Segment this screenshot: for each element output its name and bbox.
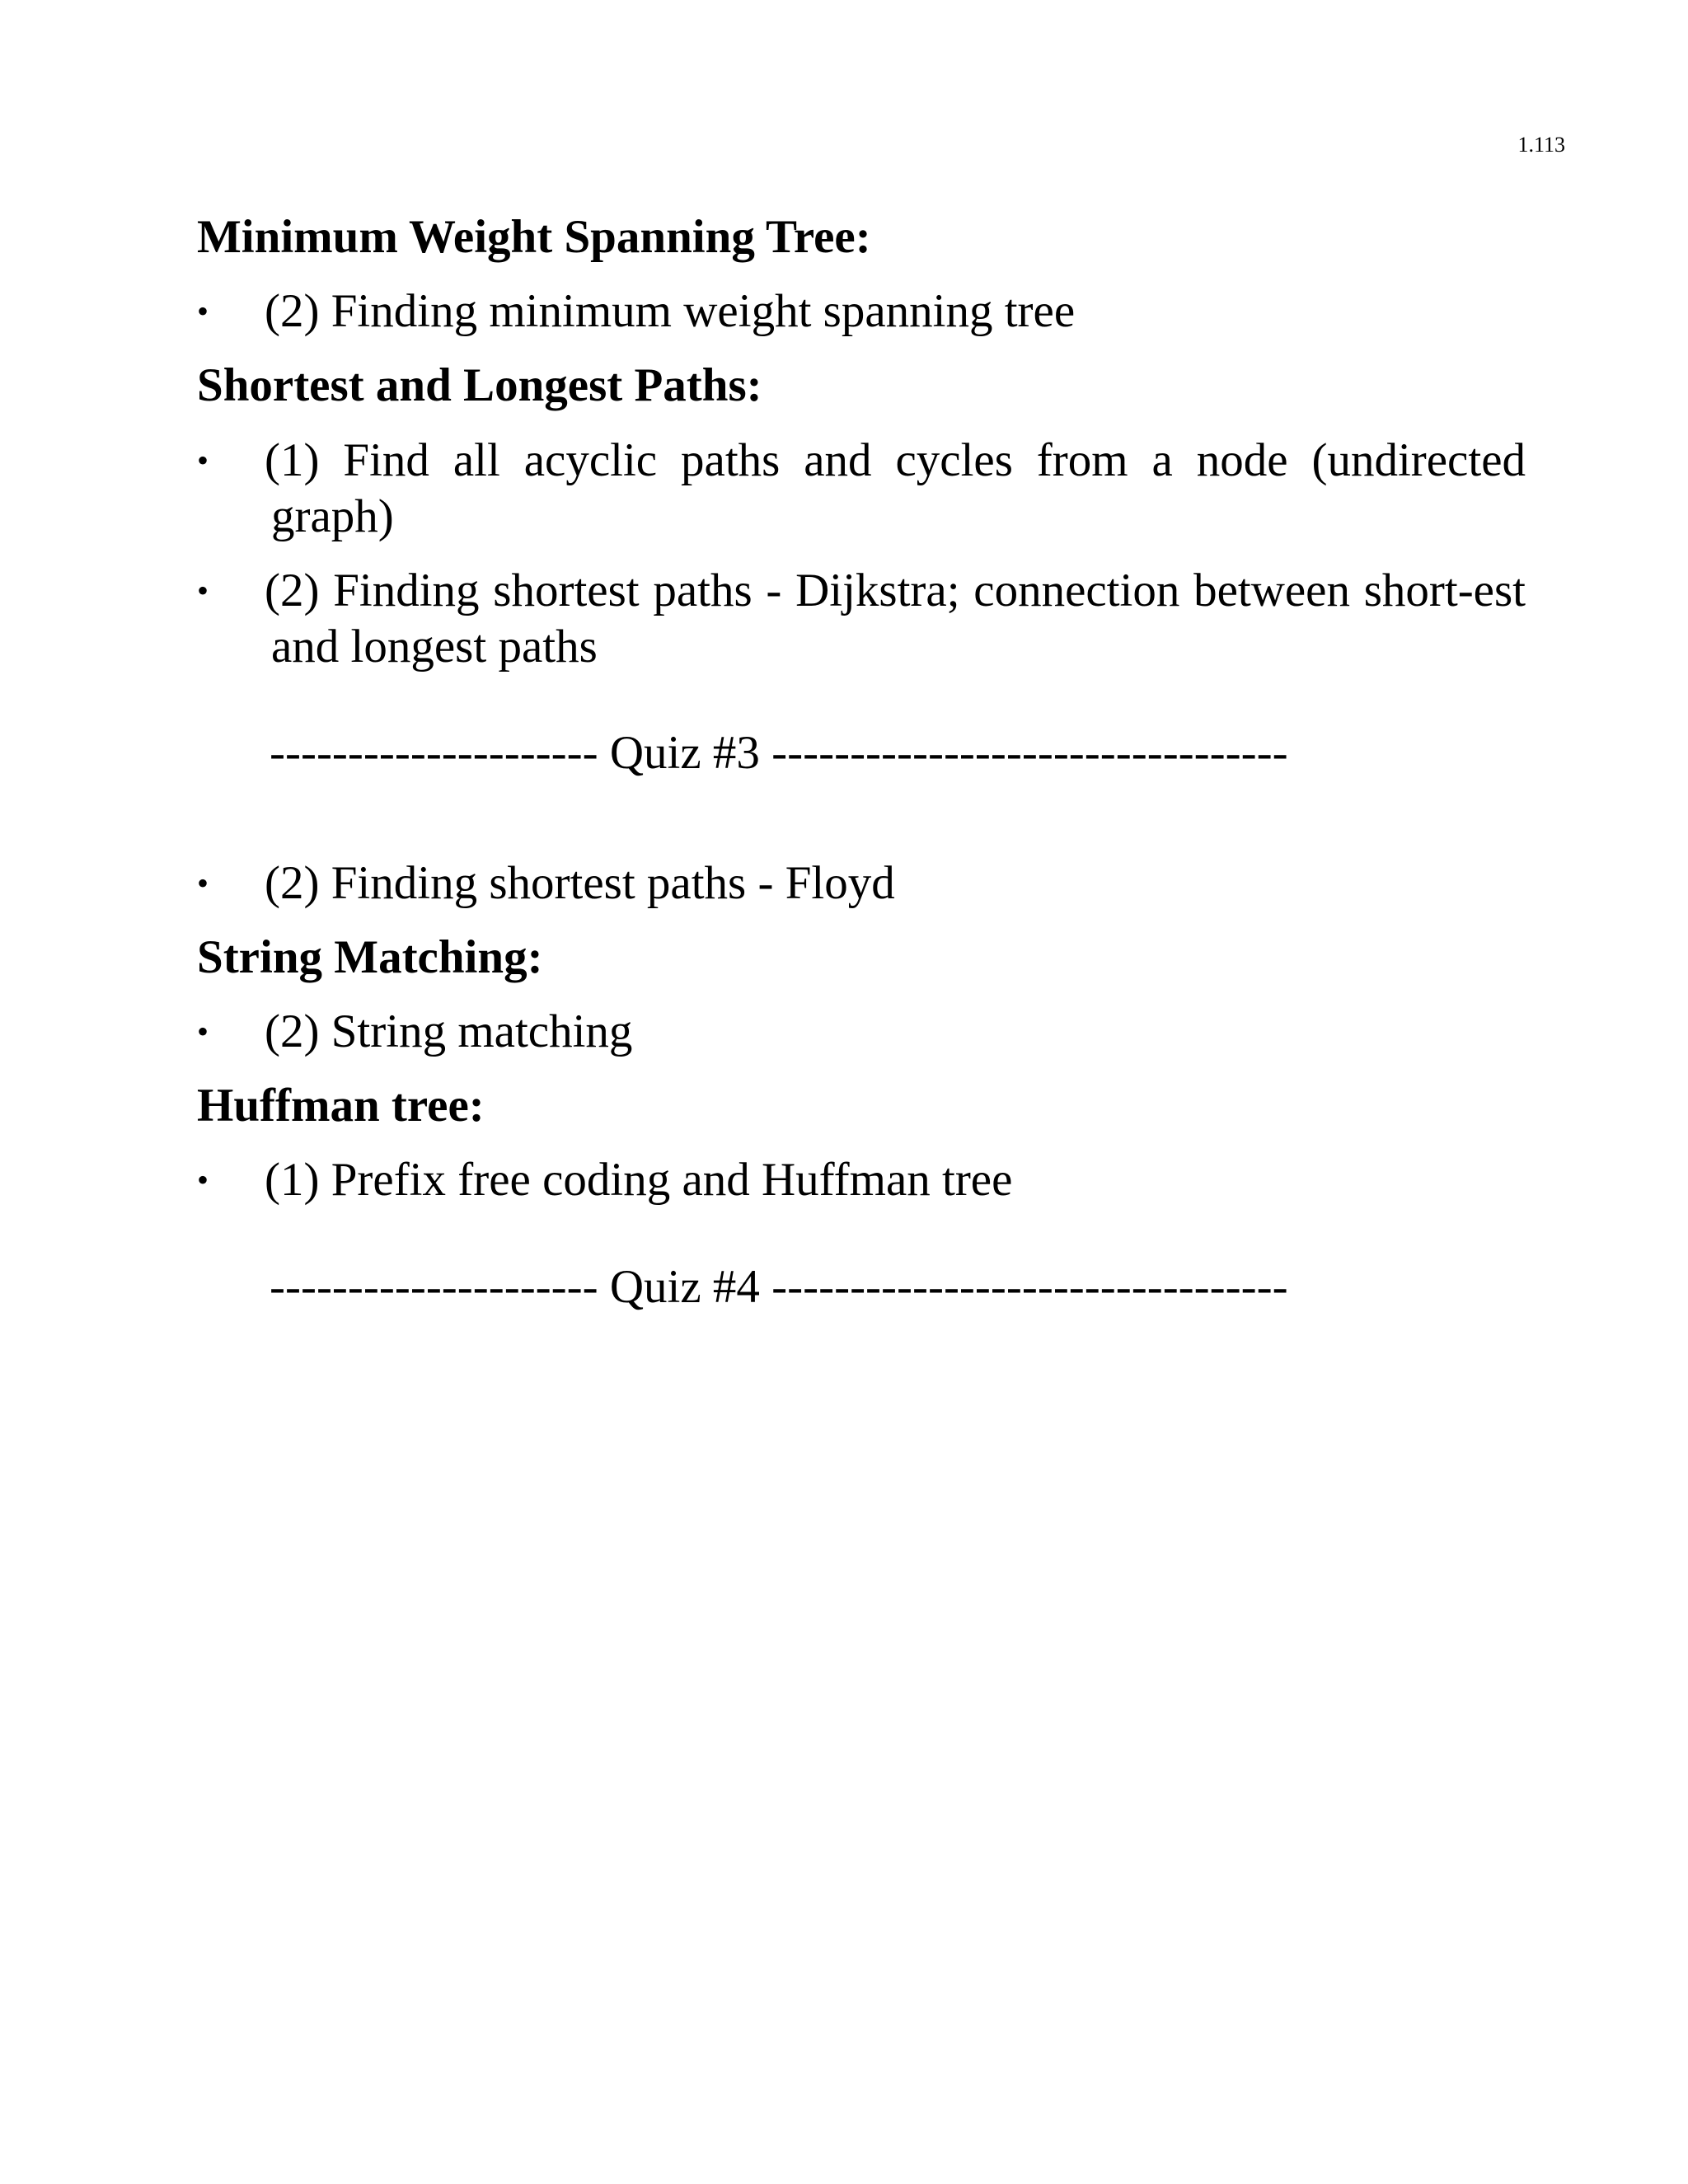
page-number: 1.113 (1517, 133, 1565, 157)
list-item (197, 563, 1526, 675)
list-item (197, 1005, 1526, 1059)
document-body (197, 210, 1526, 1315)
list-item (197, 433, 1526, 545)
quiz-divider-3: --------------------- Quiz #3 --------------------------------- (270, 727, 1288, 779)
list-item (197, 1153, 1526, 1207)
bullet-icon: • (197, 865, 209, 902)
section-heading-huffman: Huffman tree: (197, 1080, 485, 1132)
bullet-icon: • (197, 572, 209, 609)
list-item (197, 856, 1526, 911)
bullet-icon: • (197, 442, 209, 479)
list-item-text: (2) Finding shortest paths - Dijkstra; connection between short-est and longest paths (265, 565, 1526, 673)
section-heading-mst: Minimum Weight Spanning Tree: (197, 211, 871, 263)
list-item-text: (1) Find all acyclic paths and cycles from a node (undirected graph) (265, 434, 1526, 542)
list-item (197, 284, 1526, 339)
bullet-icon: • (197, 1161, 209, 1198)
section-heading-paths: Shortest and Longest Paths: (197, 359, 762, 411)
bullet-icon: • (197, 1013, 209, 1050)
list-item-text: (2) Finding minimum weight spanning tree (265, 285, 1076, 337)
list-item-text: (2) String matching (265, 1005, 633, 1057)
bullet-icon: • (197, 293, 209, 330)
section-heading-string-matching: String Matching: (197, 931, 543, 983)
list-item-text: (2) Finding shortest paths - Floyd (265, 857, 895, 909)
quiz-divider-4: --------------------- Quiz #4 --------------------------------- (270, 1261, 1288, 1313)
list-item-text: (1) Prefix free coding and Huffman tree (265, 1154, 1013, 1206)
